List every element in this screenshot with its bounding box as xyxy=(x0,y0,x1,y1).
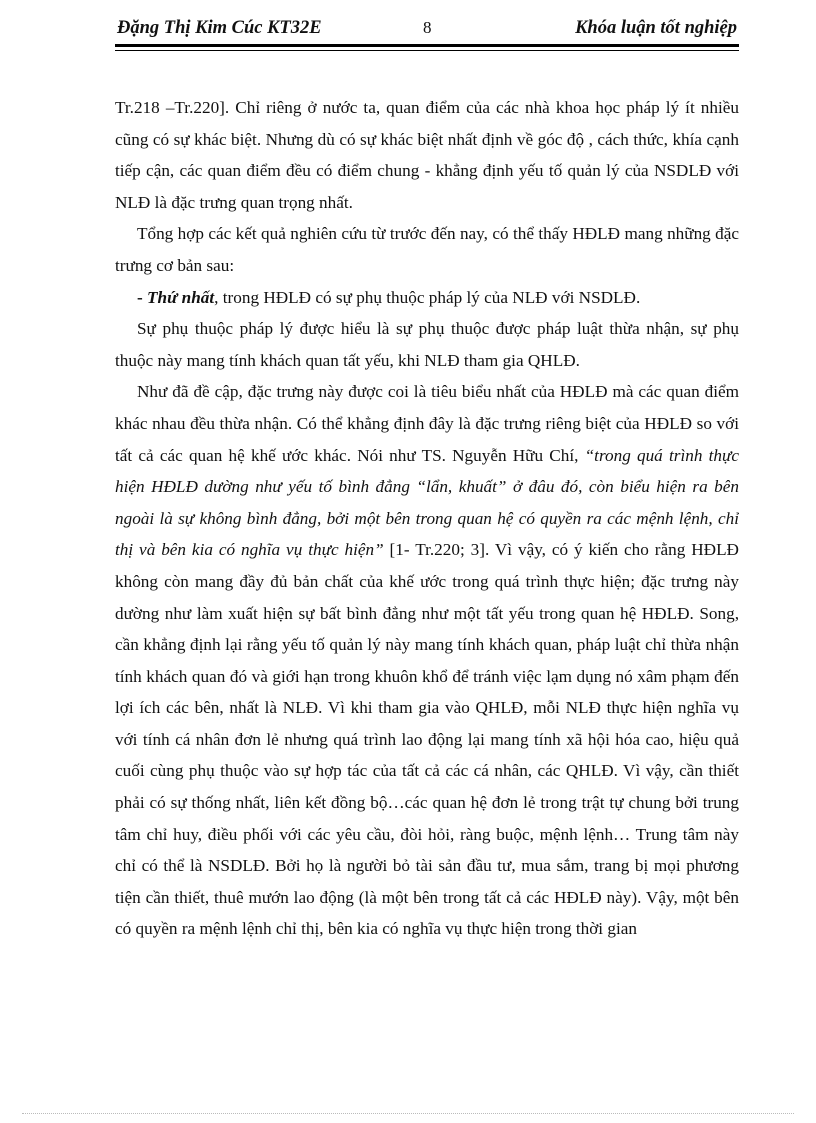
paragraph-5-body: [1- Tr.220; 3]. Vì vậy, có ý kiến cho rằng HĐLĐ không còn mang đầy đủ bản chất của khế ước trong quá trình thực hiện; đặc trưng này dường như làm xuất hiện sự bất bình đẳng như một tất yếu trong quan hệ HĐLĐ. Song, cần khẳng định lại rằng yếu tố quản lý này mang tính khách quan, pháp luật chỉ thừa nhận tính khách quan đó và giới hạn trong khuôn khổ để tránh việc lạm dụng nó xâm phạm đến lợi ích các bên, nhất là NLĐ. Vì khi tham gia vào QHLĐ, mỗi NLĐ thực hiện nghĩa vụ với tính cá nhân đơn lẻ nhưng quá trình lao động lại mang tính xã hội hóa cao, hiệu quả cuối cùng phụ thuộc vào sự hợp tác của tất cả các cá nhân, các QHLĐ. Vì vậy, cần thiết phải có sự thống nhất, liên kết đồng bộ…các quan hệ đơn lẻ trong trật tự chung bởi trung tâm chỉ huy, điều phối với các yêu cầu, đòi hỏi, ràng buộc, mệnh lệnh… Trung tâm này chỉ có thể là NSDLĐ. Bởi họ là người bỏ tài sản đầu tư, mua sắm, trang bị mọi phương tiện cần thiết, thuê mướn lao động (là một bên trong tất cả các HĐLĐ này). Vậy, một bên có quyền ra mệnh lệnh chỉ thị, bên kia có nghĩa vụ thực hiện trong thời gian xyxy=(115,540,739,939)
paragraph-3 xyxy=(115,282,739,314)
header-rule-thick xyxy=(115,44,739,47)
page-number: 8 xyxy=(423,18,432,37)
page-header xyxy=(115,14,739,46)
paragraph-1: Tr.218 –Tr.220]. Chỉ riêng ở nước ta, quan điểm của các nhà khoa học pháp lý ít nhiều cũng có sự khác biệt. Nhưng dù có sự khác biệt nhất định về góc độ , cách thức, khía cạnh tiếp cận, các quan điểm đều có điểm chung - khẳng định yếu tố quản lý của NSDLĐ với NLĐ là đặc trưng quan trọng nhất. xyxy=(115,98,739,212)
paragraph-5-intro: Như đã đề cập, đặc trưng này được coi là tiêu biểu nhất của HĐLĐ mà các quan điểm khác nhau đều thừa nhận. Có thể khẳng định đây là đặc trưng riêng biệt của HĐLĐ so với tất cả các quan hệ khế ước khác. Nói như TS. Nguyễn Hữu Chí, xyxy=(115,382,739,465)
paragraph-4: Sự phụ thuộc pháp lý được hiểu là sự phụ thuộc được pháp luật thừa nhận, sự phụ thuộc này mang tính khách quan tất yếu, khi NLĐ tham gia QHLĐ. xyxy=(115,319,739,370)
header-rule-thin xyxy=(115,50,739,51)
paragraph-2: Tổng hợp các kết quả nghiên cứu từ trước đến nay, có thể thấy HĐLĐ mang những đặc trưng cơ bản sau: xyxy=(115,224,739,275)
paragraph-5 xyxy=(115,376,739,945)
header-author: Đặng Thị Kim Cúc KT32E xyxy=(117,18,322,38)
quotation: “trong quá trình thực hiện HĐLĐ dường như yếu tố bình đẳng “lẩn, khuất” ở đâu đó, còn biểu hiện ra bên ngoài là sự không bình đẳng, bởi một bên trong quan hệ có quyền ra các mệnh lệnh, chỉ thị và bên kia có nghĩa vụ thực hiện” xyxy=(115,445,739,560)
page-bottom-border xyxy=(22,1113,794,1114)
list-dash: - xyxy=(137,287,148,307)
emphasis-thu-nhat: Thứ nhất xyxy=(147,287,215,307)
header-document-title: Khóa luận tốt nghiệp xyxy=(575,18,737,38)
paragraph-3-text: , trong HĐLĐ có sự phụ thuộc pháp lý của NLĐ với NSDLĐ. xyxy=(214,287,641,307)
document-body xyxy=(115,92,739,945)
